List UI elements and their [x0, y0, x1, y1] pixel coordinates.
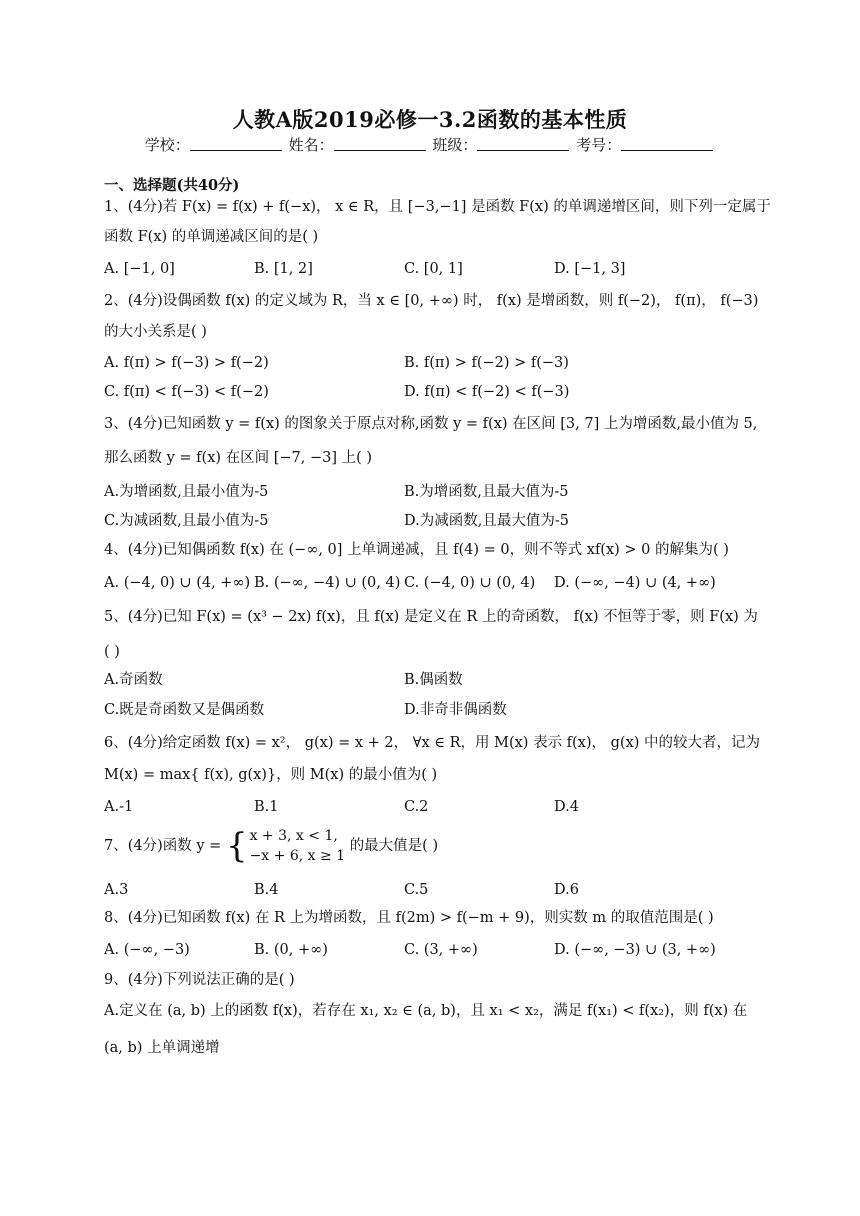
q2-stem-line2: 的大小关系是( ): [104, 324, 207, 340]
q7-option-b: B.4: [254, 882, 279, 898]
q8-stem-line1: 8、(4分)已知函数 f(x) 在 R 上为增函数，且 f(2m) > f(−m + 9)，则实数 m 的取值范围是( ): [104, 910, 714, 926]
q4-option-b: B. (−∞, −4) ∪ (0, 4): [254, 575, 401, 591]
exam-no-blank[interactable]: [621, 136, 713, 151]
q8-option-d: D. (−∞, −3) ∪ (3, +∞): [554, 942, 716, 958]
q1-option-a: A. [−1, 0]: [104, 261, 175, 277]
exam-no-label: 考号：: [576, 136, 622, 154]
q3-stem-line2: 那么函数 y = f(x) 在区间 [−7, −3] 上( ): [104, 450, 373, 466]
class-label: 班级：: [432, 136, 478, 154]
q1-option-c: C. [0, 1]: [404, 261, 463, 277]
q6-option-b: B.1: [254, 799, 279, 815]
q7-stem: [104, 825, 438, 867]
q7-case-2: −x + 6, x ≥ 1: [249, 848, 346, 864]
q9-option-a-line2: (a, b) 上单调递增: [104, 1040, 220, 1056]
q5-stem-line1: 5、(4分)已知 F(x) = (x³ − 2x) f(x)，且 f(x) 是定义在 R 上的奇函数， f(x) 不恒等于零，则 F(x) 为: [104, 609, 758, 625]
q7-prefix: 7、(4分)函数 y =: [104, 838, 222, 854]
q5-option-a: A.奇函数: [104, 672, 163, 688]
q7-option-c: C.5: [404, 882, 429, 898]
q3-stem-line1: 3、(4分)已知函数 y = f(x) 的图象关于原点对称,函数 y = f(x) 在区间 [3, 7] 上为增函数,最小值为 5,: [104, 416, 758, 432]
q2-option-d: D. f(π) < f(−2) < f(−3): [404, 384, 570, 400]
q1-option-d: D. [−1, 3]: [554, 261, 626, 277]
q7-option-d: D.6: [554, 882, 579, 898]
name-blank[interactable]: [334, 136, 426, 151]
q4-option-d: D. (−∞, −4) ∪ (4, +∞): [554, 575, 716, 591]
q3-option-b: B.为增函数,且最大值为-5: [404, 484, 569, 500]
q6-option-d: D.4: [554, 799, 579, 815]
q2-option-c: C. f(π) < f(−3) < f(−2): [104, 384, 269, 400]
class-blank[interactable]: [477, 136, 569, 151]
q5-option-b: B.偶函数: [404, 672, 463, 688]
q6-option-c: C.2: [404, 799, 429, 815]
exam-title: 人教A版2019必修一3.2函数的基本性质: [232, 107, 628, 132]
q5-stem-line2: ( ): [104, 644, 120, 660]
q4-option-c: C. (−4, 0) ∪ (0, 4): [404, 575, 536, 591]
q5-option-c: C.既是奇函数又是偶函数: [104, 702, 265, 718]
q8-option-c: C. (3, +∞): [404, 942, 478, 958]
school-label: 学校：: [144, 136, 190, 154]
q9-stem-line1: 9、(4分)下列说法正确的是( ): [104, 972, 295, 988]
q3-option-d: D.为减函数,且最大值为-5: [404, 513, 569, 529]
q7-brace: {: [225, 826, 248, 866]
q1-stem-line2: 函数 F(x) 的单调递减区间的是( ): [104, 229, 319, 245]
q2-stem-line1: 2、(4分)设偶函数 f(x) 的定义域为 R，当 x ∈ [0, +∞) 时， f(x) 是增函数，则 f(−2)， f(π)， f(−3): [104, 293, 759, 309]
q6-stem-line1: 6、(4分)给定函数 f(x) = x²， g(x) = x + 2， ∀x ∈ R，用 M(x) 表示 f(x)， g(x) 中的较大者，记为: [104, 735, 761, 751]
q2-option-a: A. f(π) > f(−3) > f(−2): [104, 355, 269, 371]
q3-option-c: C.为减函数,且最小值为-5: [104, 513, 269, 529]
q7-option-a: A.3: [104, 882, 129, 898]
section-heading: 一、选择题(共40分): [104, 177, 240, 194]
q6-stem-line2: M(x) = max{ f(x), g(x)}，则 M(x) 的最小值为( ): [104, 767, 438, 783]
q7-suffix: 的最大值是( ): [349, 838, 439, 854]
q1-option-b: B. [1, 2]: [254, 261, 313, 277]
q1-stem-line1: 1、(4分)若 F(x) = f(x) + f(−x)， x ∈ R，且 [−3,−1] 是函数 F(x) 的单调递增区间，则下列一定属于: [104, 199, 771, 215]
q7-piecewise-cases: [250, 826, 346, 866]
q4-stem-line1: 4、(4分)已知偶函数 f(x) 在 (−∞, 0] 上单调递减，且 f(4) = 0，则不等式 xf(x) > 0 的解集为( ): [104, 542, 729, 558]
school-blank[interactable]: [190, 136, 282, 151]
q5-option-d: D.非奇非偶函数: [404, 702, 507, 718]
q9-option-a-line1: A.定义在 (a, b) 上的函数 f(x)，若存在 x₁, x₂ ∈ (a, b)，且 x₁ < x₂，满足 f(x₁) < f(x₂)，则 f(x) 在: [104, 1003, 748, 1019]
name-label: 姓名：: [288, 136, 334, 154]
student-info-line: [0, 134, 860, 155]
q6-option-a: A.-1: [104, 799, 134, 815]
q4-option-a: A. (−4, 0) ∪ (4, +∞): [104, 575, 251, 591]
q3-option-a: A.为增函数,且最小值为-5: [104, 484, 269, 500]
q8-option-b: B. (0, +∞): [254, 942, 328, 958]
q7-case-1: x + 3, x < 1,: [249, 828, 338, 844]
q2-option-b: B. f(π) > f(−2) > f(−3): [404, 355, 569, 371]
q8-option-a: A. (−∞, −3): [104, 942, 190, 958]
